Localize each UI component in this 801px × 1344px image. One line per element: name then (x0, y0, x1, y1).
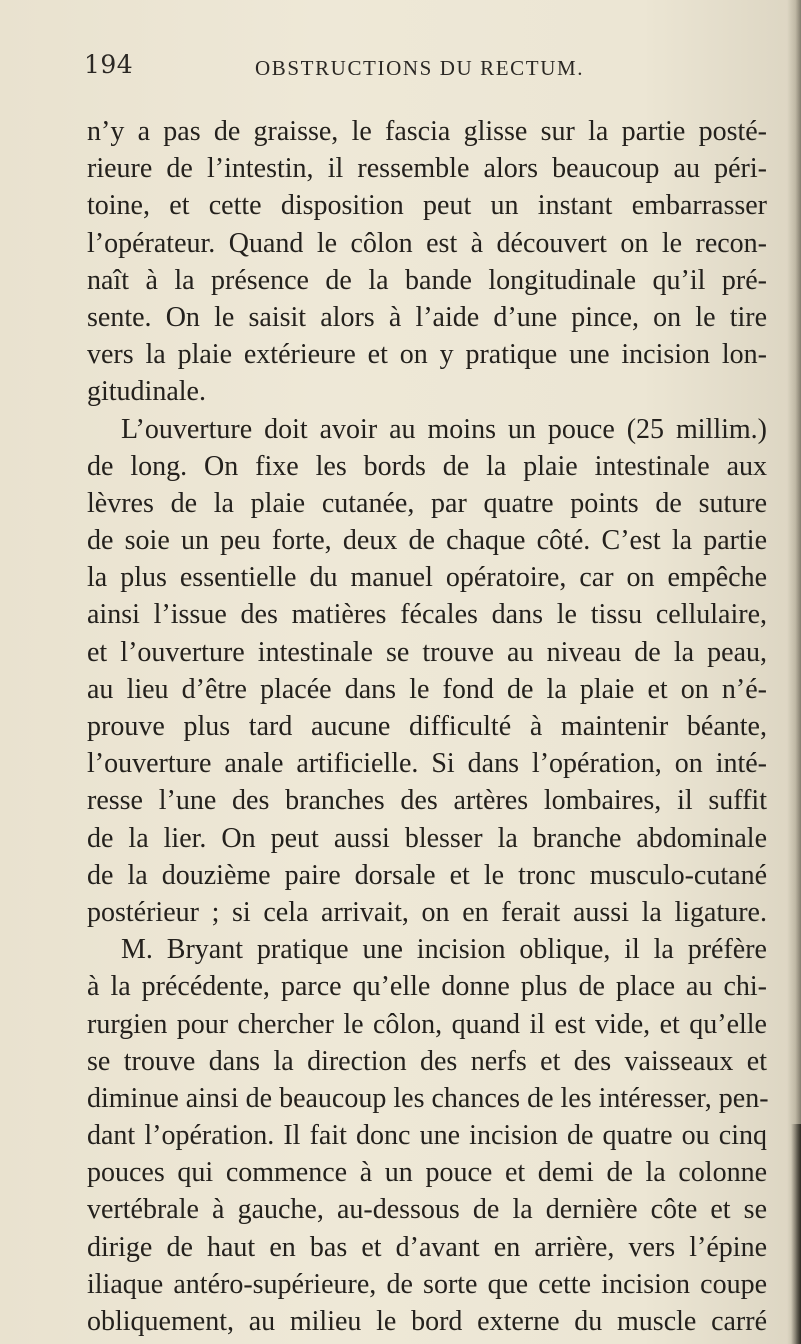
text-line: sente. On le saisit alors à l’aide d’une pince, on le tire (87, 301, 767, 333)
text-line: à la précédente, parce qu’elle donne plus de place au chi- (87, 971, 767, 1003)
page-number: 194 (84, 50, 134, 79)
text-line: diminue ainsi de beaucoup les chances de les intéresser, pen- (87, 1082, 769, 1114)
text-line: n’y a pas de graisse, le fascia glisse sur la partie posté- (87, 116, 767, 147)
page-header (0, 50, 801, 90)
text-line: la plus essentielle du manuel opératoire, car on empêche (87, 562, 767, 594)
text-line: de long. On fixe les bords de la plaie intestinale aux (87, 450, 767, 482)
text-line: ainsi l’issue des matières fécales dans le tissu cellulaire, (87, 599, 767, 631)
text-line: de la lier. On peut aussi blesser la branche abdominale (87, 822, 767, 854)
text-line: lèvres de la plaie cutanée, par quatre points de suture (87, 487, 767, 519)
text-line: l’opérateur. Quand le côlon est à découvert on le recon- (87, 227, 767, 259)
paragraph-start-line: M. Bryant pratique une incision oblique, il la préfère (121, 934, 767, 966)
text-line: naît à la présence de la bande longitudinale qu’il pré- (87, 264, 767, 296)
text-line: postérieur ; si cela arrivait, on en ferait aussi la ligature. (87, 896, 767, 928)
text-line: dirige de haut en bas et d’avant en arrière, vers l’épine (87, 1231, 767, 1263)
text-line: se trouve dans la direction des nerfs et des vaisseaux et (87, 1045, 767, 1077)
text-line: vers la plaie extérieure et on y pratique une incision lon- (87, 339, 767, 371)
text-line: gitudinale. (87, 376, 206, 408)
text-line: vertébrale à gauche, au-dessous de la dernière côte et se (87, 1194, 767, 1226)
page-edge-dark-strip (791, 1124, 801, 1344)
paragraph-start-line: L’ouverture doit avoir au moins un pouce (25 millim.) (121, 413, 767, 445)
text-line: rieure de l’intestin, il ressemble alors beaucoup au péri- (87, 153, 767, 185)
text-line: rurgien pour chercher le côlon, quand il est vide, et qu’elle (87, 1008, 767, 1040)
text-line: iliaque antéro-supérieure, de sorte que cette incision coupe (87, 1268, 767, 1300)
body-text (87, 113, 767, 1340)
text-line: toine, et cette disposition peut un instant embarrasser (87, 190, 767, 222)
text-line: pouces qui commence à un pouce et demi de la colonne (87, 1157, 767, 1189)
text-line: prouve plus tard aucune difficulté à maintenir béante, (87, 711, 767, 742)
text-line: obliquement, au milieu le bord externe du muscle carré (87, 1306, 767, 1337)
text-line: de soie un peu forte, deux de chaque côté. C’est la partie (87, 525, 767, 557)
text-line: resse l’une des branches des artères lombaires, il suffit (87, 785, 767, 817)
text-line: dant l’opération. Il fait donc une incision de quatre ou cinq (87, 1120, 767, 1152)
running-title: OBSTRUCTIONS DU RECTUM. (255, 56, 585, 80)
text-line: au lieu d’être placée dans le fond de la plaie et on n’é- (87, 673, 767, 705)
text-line: l’ouverture anale artificielle. Si dans l’opération, on inté- (87, 748, 767, 780)
text-line: et l’ouverture intestinale se trouve au niveau de la peau, (87, 636, 767, 668)
text-line: de la douzième paire dorsale et le tronc musculo-cutané (87, 859, 767, 891)
